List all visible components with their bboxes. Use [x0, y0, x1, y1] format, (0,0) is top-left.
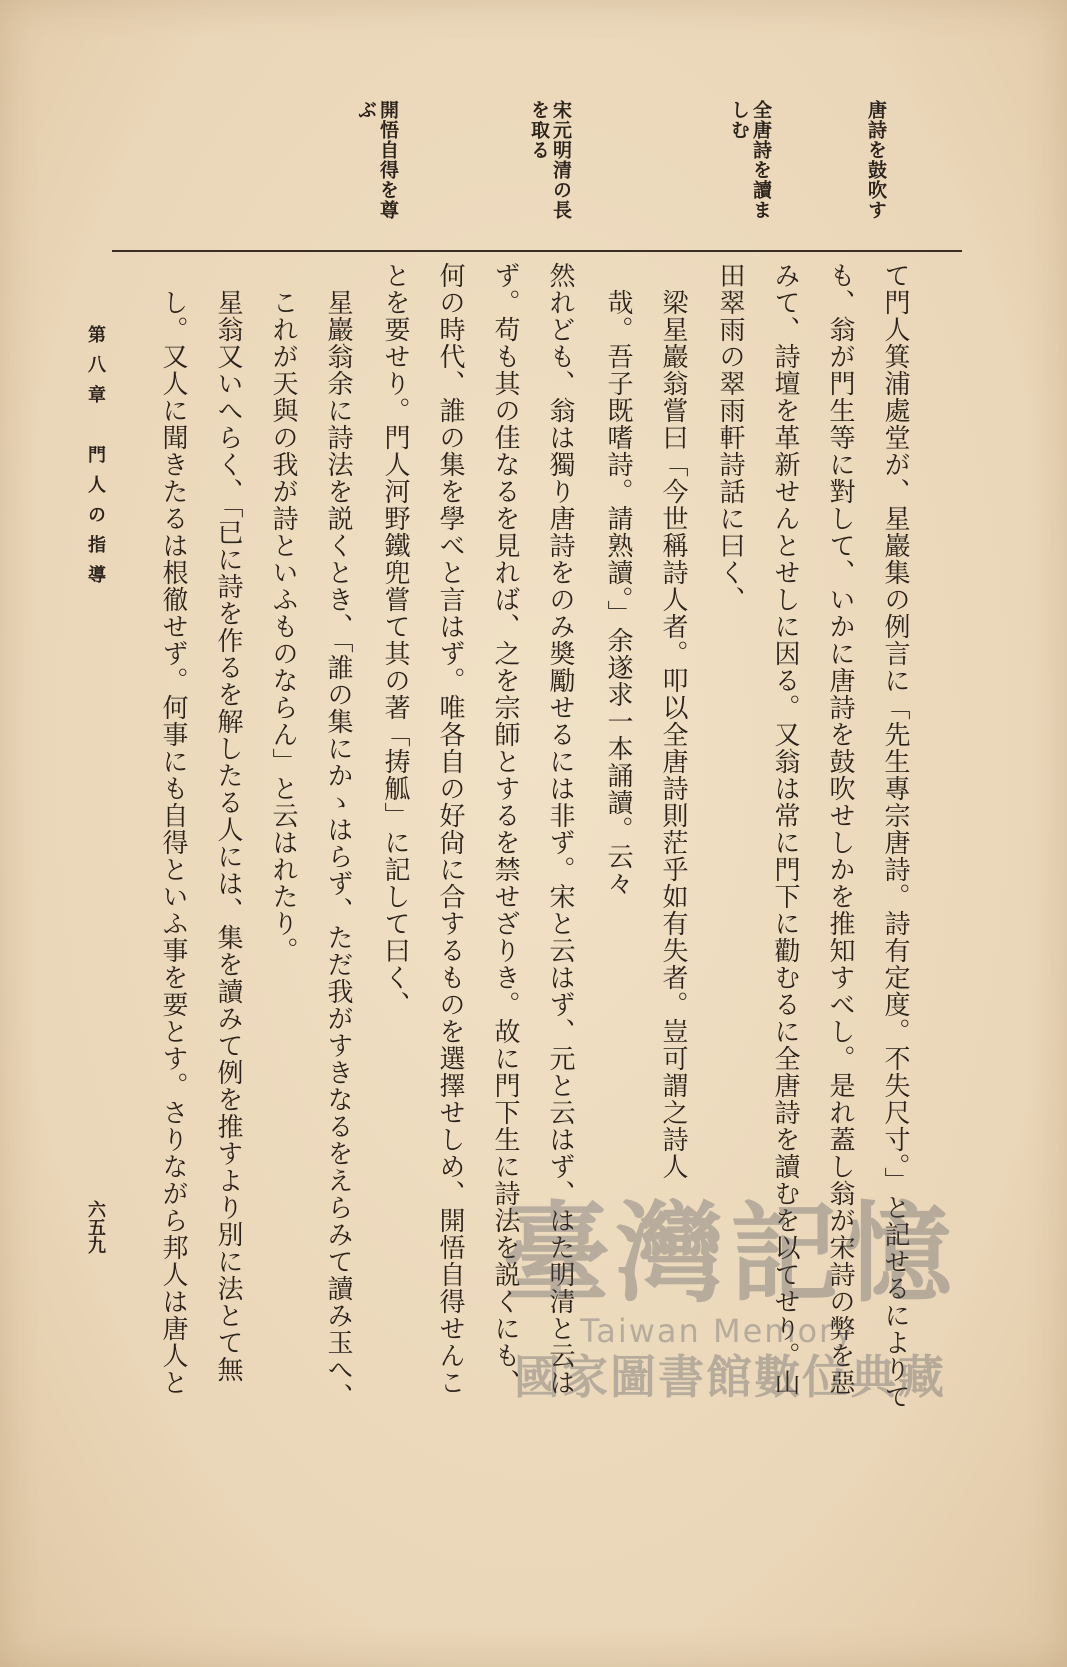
body-column-14: し。又人に聞きたるは根徹せず。何事にも自得といふ事を要とす。さりながら邦人は唐人と	[158, 262, 188, 1396]
watermark-title: 臺灣記憶	[501, 1191, 958, 1317]
watermark-latin: Taiwan Memory	[580, 1312, 856, 1350]
body-column-2: も、翁が門生等に對して、いかに唐詩を鼓吹せしかを推知すべし。是れ蓋し翁が宋詩の弊を惡	[825, 262, 855, 1396]
marginal-note-3: 宋元明清の長 を取る	[528, 100, 572, 220]
body-column-12: これが天與の我が詩といふものならん」と云はれたり。	[268, 262, 298, 964]
body-column-9: 何の時代、誰の集を學べと言はず。唯各自の好尙に合するものを選擇せしめ、開悟自得せんこ	[435, 262, 465, 1396]
body-column-7: 然れども、翁は獨り唐詩をのみ奬勵せるには非ず。宋と云はず、元と云はず、はた明清と云は	[545, 262, 575, 1396]
body-column-10: とを要せり。門人河野鐵兜嘗て其の著「𢭏觚」に記して曰く、	[380, 262, 410, 1018]
body-column-1: て門人箕浦處堂が、星巖集の例言に「先生專宗唐詩。詩有定度。不失尺寸。」と記せるによりて	[880, 262, 910, 1410]
body-column-8: ず。苟も其の佳なるを見れば、之を宗師とするを禁せざりき。故に門下生に詩法を説くにも、	[490, 262, 520, 1396]
body-column-5: 梁星巖翁嘗曰「今世稱詩人者。叩以全唐詩則茫乎如有失者。豈可謂之詩人	[658, 262, 688, 1180]
running-head: 第八章 門人の指導	[85, 325, 106, 595]
body-column-11: 星巖翁余に詩法を説くとき、「誰の集にかゝはらず、ただ我がすきなるをえらみて讀み玉へ、	[323, 262, 353, 1410]
marginal-note-2: 全唐詩を讀ま しむ	[728, 100, 772, 220]
marginal-note-4: 開悟自得を尊 ぶ	[355, 100, 399, 220]
library-watermark	[470, 1191, 990, 1445]
marginal-note-1: 唐詩を鼓吹す	[865, 100, 887, 220]
body-column-4: 田翠雨の翠雨軒詩話に曰く、	[715, 262, 745, 613]
page-number: 六五九	[85, 1200, 106, 1254]
ghost-text-1	[138, 100, 164, 190]
body-column-6: 哉。吾子既嗜詩。請熟讀。」余遂求一本誦讀。云々	[603, 262, 633, 897]
body-column-13: 星翁又いへらく、「已に詩を作るを解したる人には、集を讀みて例を推すより別に法とて無	[213, 262, 243, 1383]
header-rule	[112, 250, 962, 252]
watermark-org: 國家圖書館數位典藏	[514, 1350, 946, 1404]
body-column-3: みて、詩壇を革新せんとせしに因る。又翁は常に門下に勸むるに全唐詩を讀むを以てせり。山	[770, 262, 800, 1396]
